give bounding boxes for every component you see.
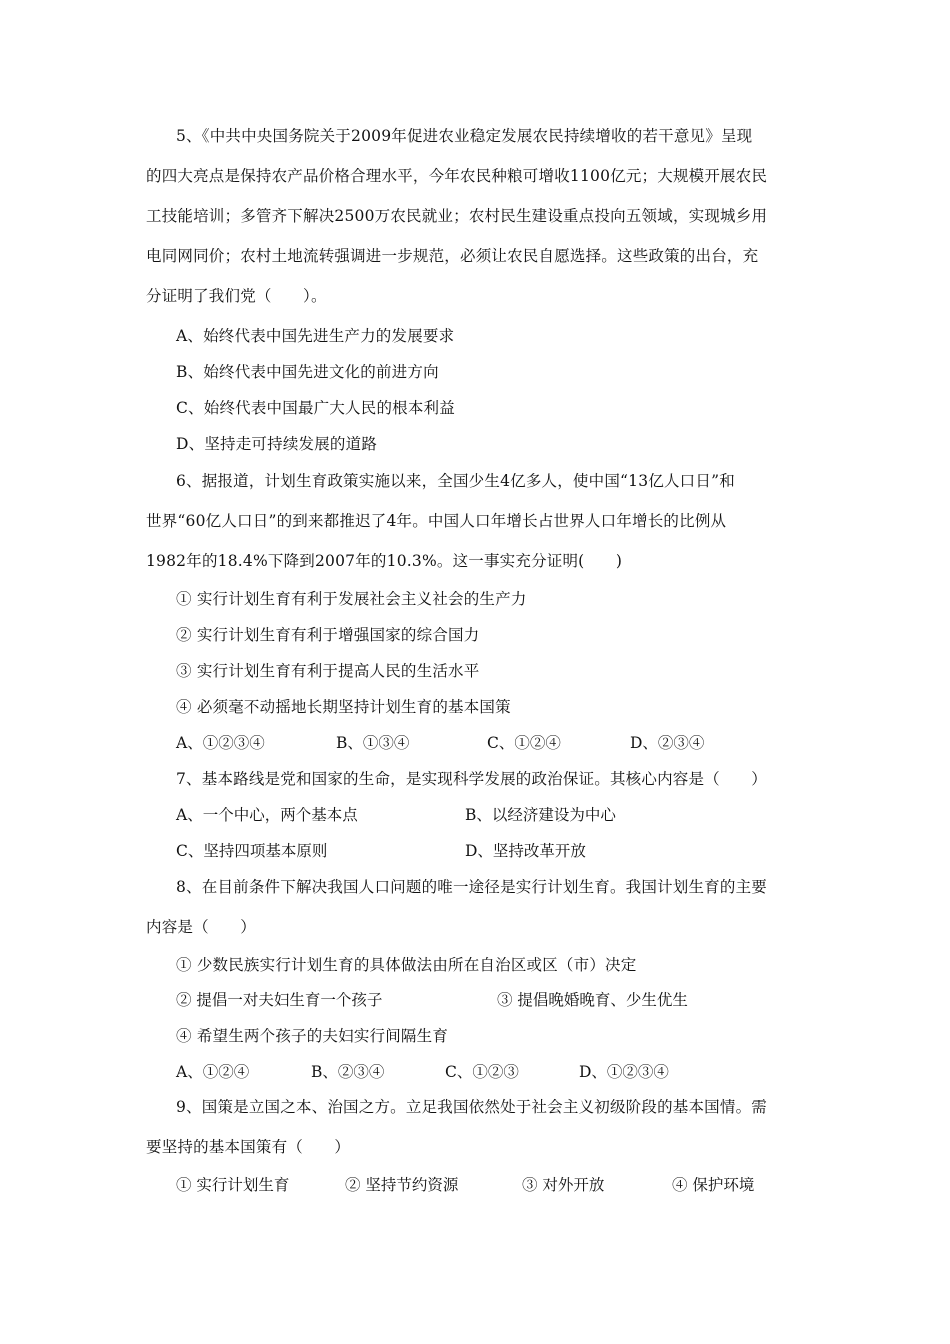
- q8-stem-line-1: 8、在目前条件下解决我国人口问题的唯一途径是实行计划生育。我国计划生育的主要: [176, 878, 767, 896]
- q8-item-4: ④ 希望生两个孩子的夫妇实行间隔生育: [176, 1027, 449, 1045]
- q6-choice-b: B、①③④: [336, 734, 410, 752]
- q8-choice-b: B、②③④: [311, 1063, 385, 1081]
- q9-stem-line-2: 要坚持的基本国策有（ ）: [146, 1138, 351, 1156]
- q7-option-a: A、一个中心，两个基本点: [176, 806, 358, 824]
- q8-item-3: ③ 提倡晚婚晚育、少生优生: [497, 991, 688, 1009]
- q6-item-3: ③ 实行计划生育有利于提高人民的生活水平: [176, 662, 480, 680]
- q6-choice-c: C、①②④: [487, 734, 561, 752]
- q7-stem: 7、基本路线是党和国家的生命，是实现科学发展的政治保证。其核心内容是（ ）: [176, 770, 767, 788]
- q8-stem-line-2: 内容是（ ）: [146, 918, 256, 936]
- q8-choice-d: D、①②③④: [579, 1063, 669, 1081]
- q6-item-1: ① 实行计划生育有利于发展社会主义社会的生产力: [176, 590, 527, 608]
- q9-item-3: ③ 对外开放: [522, 1176, 605, 1194]
- q9-item-4: ④ 保护环境: [672, 1176, 755, 1194]
- q6-item-2: ② 实行计划生育有利于增强国家的综合国力: [176, 626, 480, 644]
- q5-stem-line-5: 分证明了我们党（ ）。: [146, 287, 327, 305]
- q5-option-d: D、坚持走可持续发展的道路: [176, 435, 378, 453]
- q6-stem-line-3: 1982年的18.4%下降到2007年的10.3%。这一事实充分证明( ): [146, 552, 623, 570]
- q5-stem-line-3: 工技能培训；多管齐下解决2500万农民就业；农村民生建设重点投向五领域，实现城乡用: [146, 207, 768, 225]
- q6-stem-line-2: 世界“60亿人口日”的到来都推迟了4年。中国人口年增长占世界人口年增长的比例从: [146, 512, 727, 530]
- q5-option-a: A、始终代表中国先进生产力的发展要求: [176, 327, 455, 345]
- q6-stem-line-1: 6、据报道，计划生育政策实施以来，全国少生4亿多人，使中国“13亿人口日”和: [176, 472, 735, 490]
- q5-stem-line-2: 的四大亮点是保持农产品价格合理水平，今年农民种粮可增收1100亿元；大规模开展农民: [146, 167, 768, 185]
- q7-option-c: C、坚持四项基本原则: [176, 842, 328, 860]
- q8-choice-c: C、①②③: [445, 1063, 519, 1081]
- q5-option-b: B、始终代表中国先进文化的前进方向: [176, 363, 439, 381]
- q9-stem-line-1: 9、国策是立国之本、治国之方。立足我国依然处于社会主义初级阶段的基本国情。需: [176, 1098, 767, 1116]
- q9-item-2: ② 坚持节约资源: [345, 1176, 459, 1194]
- q5-option-c: C、始终代表中国最广大人民的根本利益: [176, 399, 455, 417]
- q8-choice-a: A、①②④: [176, 1063, 250, 1081]
- q7-option-b: B、以经济建设为中心: [465, 806, 616, 824]
- q9-item-1: ① 实行计划生育: [176, 1176, 290, 1194]
- q8-item-1: ① 少数民族实行计划生育的具体做法由所在自治区或区（市）决定: [176, 956, 637, 974]
- q5-stem-line-1: 5、《中共中央国务院关于2009年促进农业稳定发展农民持续增收的若干意见》呈现: [176, 127, 753, 145]
- q6-choice-a: A、①②③④: [176, 734, 265, 752]
- q6-choice-d: D、②③④: [630, 734, 705, 752]
- q5-stem-line-4: 电同网同价；农村土地流转强调进一步规范，必须让农民自愿选择。这些政策的出台，充: [146, 247, 759, 265]
- q8-item-2: ② 提倡一对夫妇生育一个孩子: [176, 991, 383, 1009]
- q7-option-d: D、坚持改革开放: [465, 842, 586, 860]
- q6-item-4: ④ 必须毫不动摇地长期坚持计划生育的基本国策: [176, 698, 511, 716]
